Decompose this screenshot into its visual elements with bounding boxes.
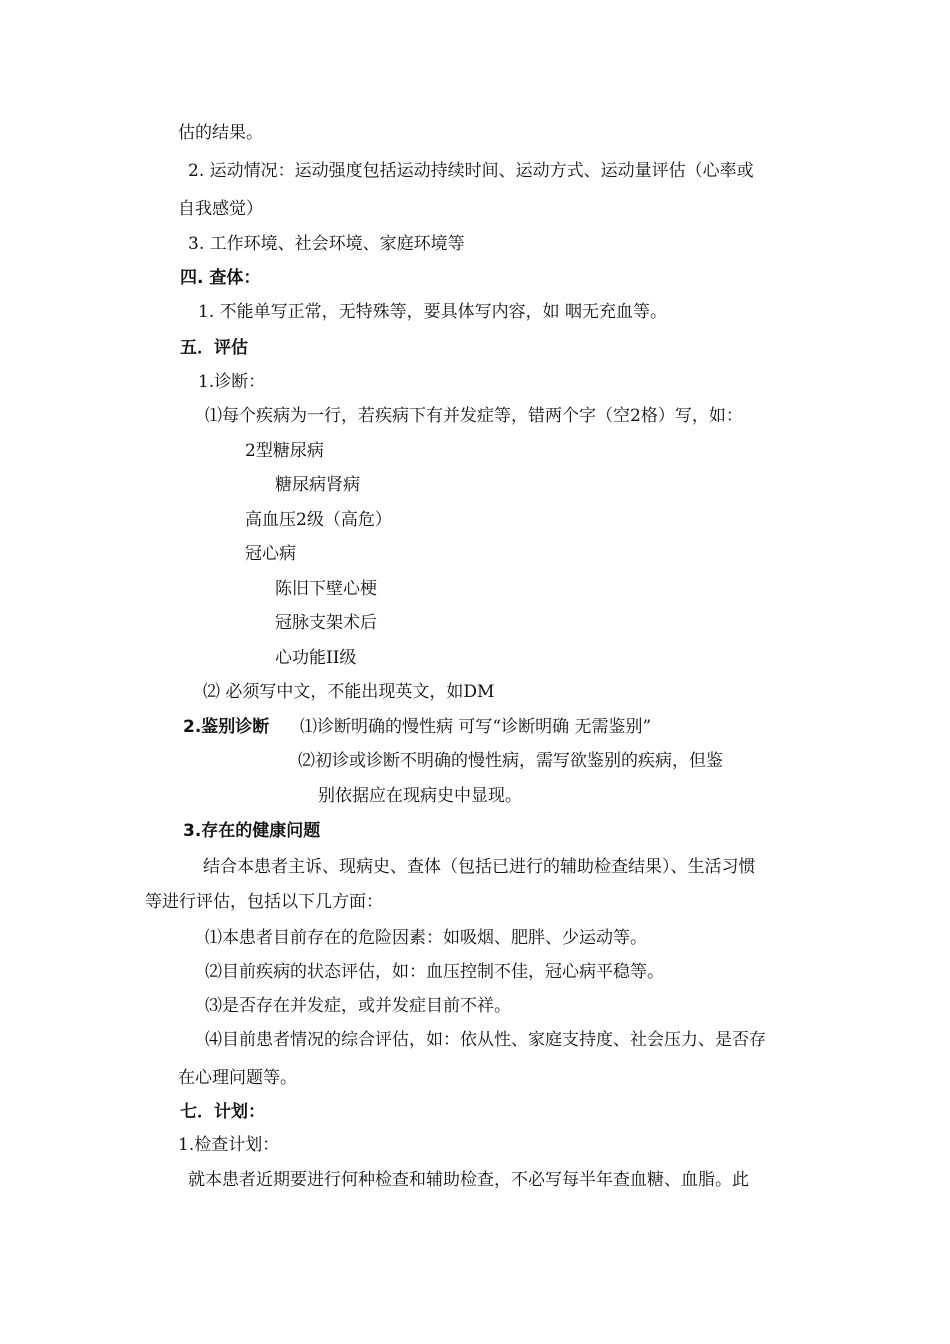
text-line: 等进行评估，包括以下几方面： [145, 892, 383, 912]
diagnosis-subitem: 冠脉支架术后 [275, 613, 377, 633]
text-line: ⑴诊断明确的慢性病 可写“诊断明确 无需鉴别” [300, 717, 652, 737]
text-line: ⑵初诊或诊断不明确的慢性病，需写欲鉴别的疾病，但鉴 [298, 751, 723, 771]
text-line: 别依据应在现病史中显现。 [318, 786, 522, 806]
text-line: 2. 运动情况：运动强度包括运动持续时间、运动方式、运动量评估（心率或 [188, 161, 754, 181]
subsection-heading: 1.诊断： [198, 372, 266, 392]
diagnosis-subitem: 陈旧下壁心梗 [275, 579, 377, 599]
text-line: ⑵目前疾病的状态评估，如：血压控制不佳，冠心病平稳等。 [205, 962, 664, 982]
subsection-heading: 2.鉴别诊断 [183, 717, 270, 737]
diagnosis-item: 高血压2级（高危） [245, 510, 392, 530]
subsection-heading: 3.存在的健康问题 [183, 821, 321, 841]
text-line: ⑶是否存在并发症，或并发症目前不祥。 [205, 996, 511, 1016]
text-line: ⑷目前患者情况的综合评估，如：依从性、家庭支持度、社会压力、是否存 [205, 1030, 766, 1050]
text-line: ⑴本患者目前存在的危险因素：如吸烟、肥胖、少运动等。 [205, 928, 647, 948]
section-heading: 四. 查体： [180, 268, 261, 288]
text-line: 1. 不能单写正常，无特殊等，要具体写内容，如 咽无充血等。 [198, 302, 668, 322]
diagnosis-item: 冠心病 [245, 544, 296, 564]
subsection-heading: 1.检查计划： [178, 1135, 280, 1155]
text-line: ⑵ 必须写中文，不能出现英文，如DM [203, 682, 495, 702]
section-heading: 五．评估 [180, 338, 248, 358]
text-line: 就本患者近期要进行何种检查和辅助检查，不必写每半年查血糖、血脂。此 [188, 1170, 749, 1190]
diagnosis-item: 2型糖尿病 [245, 441, 324, 461]
text-line: 在心理问题等。 [178, 1068, 297, 1088]
text-line: ⑴每个疾病为一行，若疾病下有并发症等，错两个字（空2格）写，如： [205, 406, 743, 426]
text-line: 估的结果。 [178, 123, 263, 143]
text-line: 自我感觉） [178, 199, 263, 219]
diagnosis-subitem: 糖尿病肾病 [275, 475, 360, 495]
text-line: 结合本患者主诉、现病史、查体（包括已进行的辅助检查结果）、生活习惯 [203, 857, 756, 877]
text-line: 3. 工作环境、社会环境、家庭环境等 [188, 234, 465, 254]
diagnosis-subitem: 心功能II级 [275, 648, 357, 668]
section-heading: 七．计划： [180, 1102, 265, 1122]
